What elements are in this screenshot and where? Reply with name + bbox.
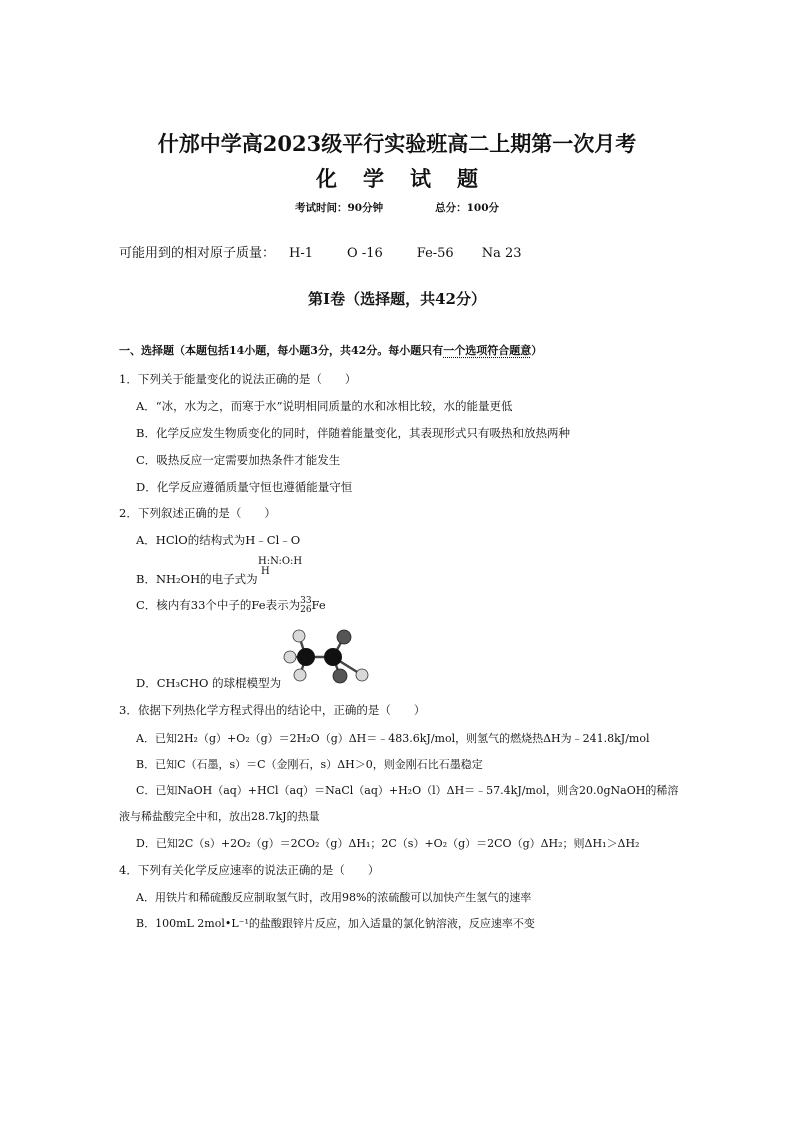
question-1-option-b: B．化学反应发生物质变化的同时，伴随着能量变化，其表现形式只有吸热和放热两种 (136, 426, 570, 440)
question-3-stem: 3．依据下列热化学方程式得出的结论中，正确的是（ ） (119, 703, 426, 717)
question-2-option-c (136, 597, 326, 615)
carbon-atom (324, 648, 342, 666)
nuclide-element: Fe (311, 598, 326, 612)
question-4-option-a: A．用铁片和稀硫酸反应制取氢气时，改用98%的浓硫酸可以加快产生氢气的速率 (136, 891, 532, 904)
carbon-atom (297, 648, 315, 666)
atomic-mass-item: O -16 (347, 246, 383, 261)
question-1-option-a: A．“冰，水为之，而寒于水”说明相同质量的水和冰相比较，水的能量更低 (136, 399, 513, 413)
question-2-option-c-text: C．核内有33个中子的Fe表示为 (136, 598, 301, 612)
hydrogen-atom (356, 669, 368, 681)
hydrogen-atom (293, 630, 305, 642)
exam-title: 什邡中学高2023级平行实验班高二上期第一次月考 (157, 131, 637, 156)
nuclide-atomic-number: 26 (300, 605, 312, 615)
lewis-top-row: H:N:O:H (258, 556, 303, 567)
exam-time: 考试时间：90分钟 (294, 202, 384, 214)
lewis-bottom-row: H (261, 566, 270, 577)
exam-meta (0, 200, 794, 215)
question-2-option-d: D．CH₃CHO 的球棍模型为 (136, 676, 282, 690)
question-2-stem: 2．下列叙述正确的是（ ） (119, 506, 276, 520)
question-3-option-c-cont: 液与稀盐酸完全中和，放出28.7kJ的热量 (119, 810, 320, 823)
oxygen-atom (333, 669, 347, 683)
subject-title: 化学试题 (316, 166, 504, 191)
atomic-masses-label: 可能用到的相对原子质量： (119, 246, 276, 261)
question-3-option-d: D．已知2C（s）+2O₂（g）＝2CO₂（g）ΔH₁；2C（s）+O₂（g）＝2CO（g）ΔH₂；则ΔH₁＞ΔH₂ (136, 837, 640, 850)
question-3-option-c: C．已知NaOH（aq）+HCl（aq）＝NaCl（aq）+H₂O（l）ΔH＝﹣57.4kJ/mol，则含20.0gNaOH的稀溶 (136, 784, 679, 797)
nuclide-mass-number: 33 (300, 596, 312, 606)
question-2-option-a: A．HClO的结构式为H﹣Cl﹣O (136, 533, 301, 547)
question-1-stem: 1．下列关于能量变化的说法正确的是（ ） (119, 372, 357, 386)
nh2oh-lewis-structure (258, 557, 302, 577)
fe-nuclide-symbol (300, 596, 326, 615)
question-1-option-c: C．吸热反应一定需要加热条件才能发生 (136, 453, 341, 467)
hydrogen-atom (284, 651, 296, 663)
hydrogen-atom (294, 669, 306, 681)
question-4-option-b: B．100mL 2mol•L⁻¹的盐酸跟锌片反应，加入适量的氯化钠溶液，反应速率不变 (136, 917, 535, 930)
oxygen-atom (337, 630, 351, 644)
exam-score: 总分：100分 (435, 202, 500, 214)
question-3-option-a: A．已知2H₂（g）+O₂（g）＝2H₂O（g）ΔH＝﹣483.6kJ/mol，则氢气的燃烧热ΔH为﹣241.8kJ/mol (136, 732, 650, 745)
atomic-mass-item: Fe-56 (416, 246, 454, 261)
instruction-text: 一、选择题（本题包括14小题，每小题3分，共42分。每小题只有 (119, 344, 444, 357)
ch3cho-ball-stick-model (282, 622, 378, 684)
atomic-masses (119, 242, 522, 261)
question-1-option-d: D．化学反应遵循质量守恒也遵循能量守恒 (136, 480, 353, 494)
atomic-mass-item: Na 23 (481, 246, 522, 261)
question-2-option-b: B．NH₂OH的电子式为 (136, 572, 258, 586)
section-title: 第Ⅰ卷（选择题，共42分） (308, 290, 486, 308)
instruction-emphasis: 一个选项符合题意 (443, 344, 532, 357)
section-instruction: 一、选择题（本题包括14小题，每小题3分，共42分。每小题只有一个选项符合题意） (119, 344, 543, 357)
atomic-mass-item: H-1 (289, 246, 314, 261)
question-4-stem: 4．下列有关化学反应速率的说法正确的是（ ） (119, 863, 380, 877)
question-3-option-b: B．已知C（石墨，s）＝C（金刚石，s）ΔH＞0，则金刚石比石墨稳定 (136, 758, 483, 771)
